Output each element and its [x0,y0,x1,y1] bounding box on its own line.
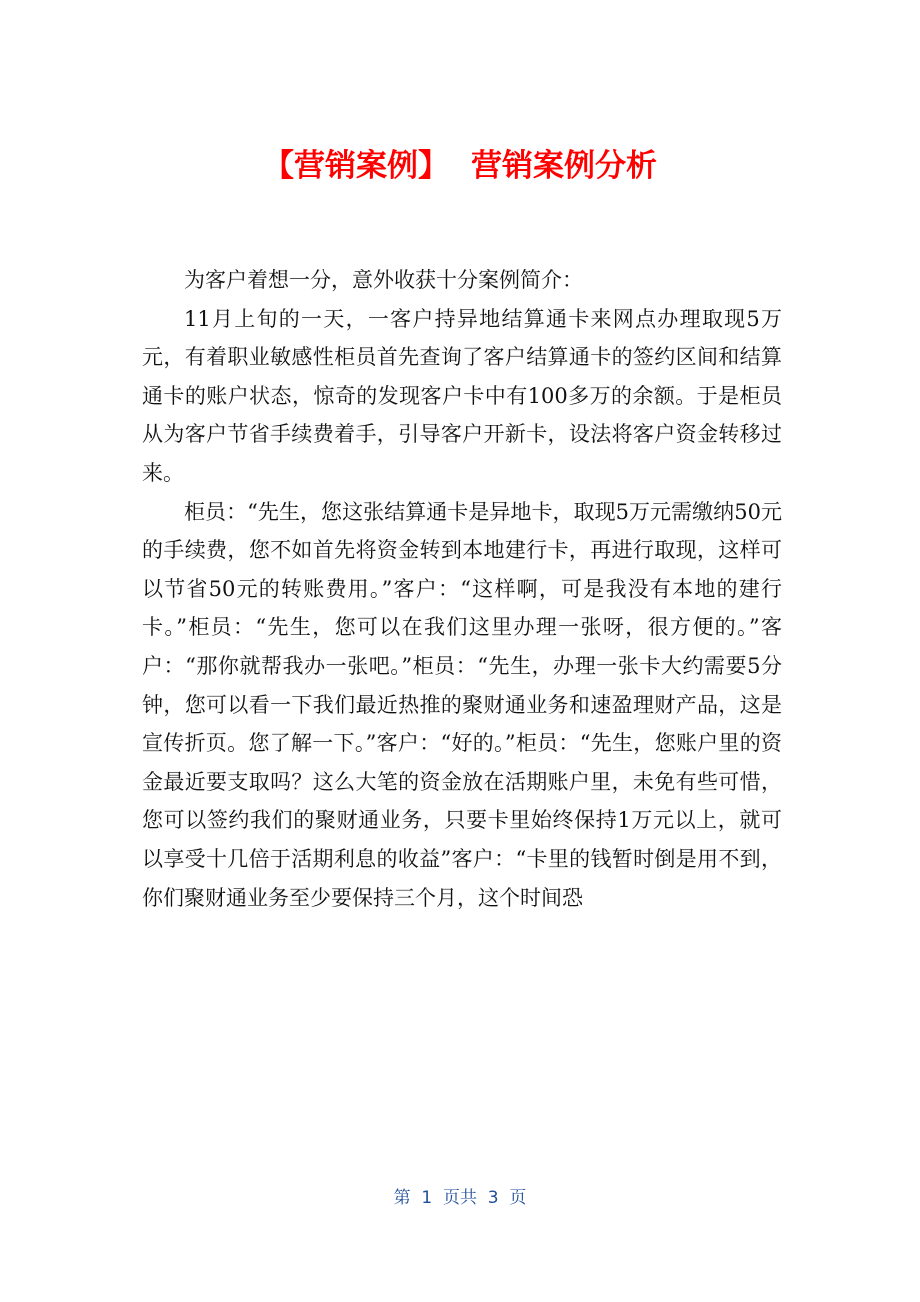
paragraph-dialogue: 柜员：“先生，您这张结算通卡是异地卡，取现5万元需缴纳50元的手续费，您不如首先将资金转到本地建行卡，再进行取现，这样可以节省50元的转账费用。”客户：“这样啊，可是我没有本地的建行卡。”柜员：“先生，您可以在我们这里办理一张呀，很方便的。”客户：“那你就帮我办一张吧。”柜员：“先生，办理一张卡大约需要5分钟，您可以看一下我们最近热推的聚财通业务和速盈理财产品，这是宣传折页。您了解一下。”客户：“好的。”柜员：“先生，您账户里的资金最近要支取吗？这么大笔的资金放在活期账户里，未免有些可惜，您可以签约我们的聚财通业务，只要卡里始终保持1万元以上，就可以享受十几倍于活期利息的收益”客户：“卡里的钱暂时倒是用不到，你们聚财通业务至少要保持三个月，这个时间恐 [142,499,782,910]
paragraph-intro: 为客户着想一分，意外收获十分案例简介： [184,268,583,292]
page-number-footer: 第 1 页共 3 页 [393,1188,527,1208]
paragraph-case-background: 11月上旬的一天，一客户持异地结算通卡来网点办理取现5万元，有着职业敏感性柜员首先查询了客户结算通卡的签约区间和结算通卡的账户状态，惊奇的发现客户卡中有100多万的余额。于是柜员从为客户节省手续费着手，引导客户开新卡，设法将客户资金转移过来。 [142,306,782,485]
title-tag: 【营销案例】 [263,148,449,184]
document-body [142,261,782,917]
document-title [0,144,920,188]
title-main: 营销案例分析 [471,148,657,184]
